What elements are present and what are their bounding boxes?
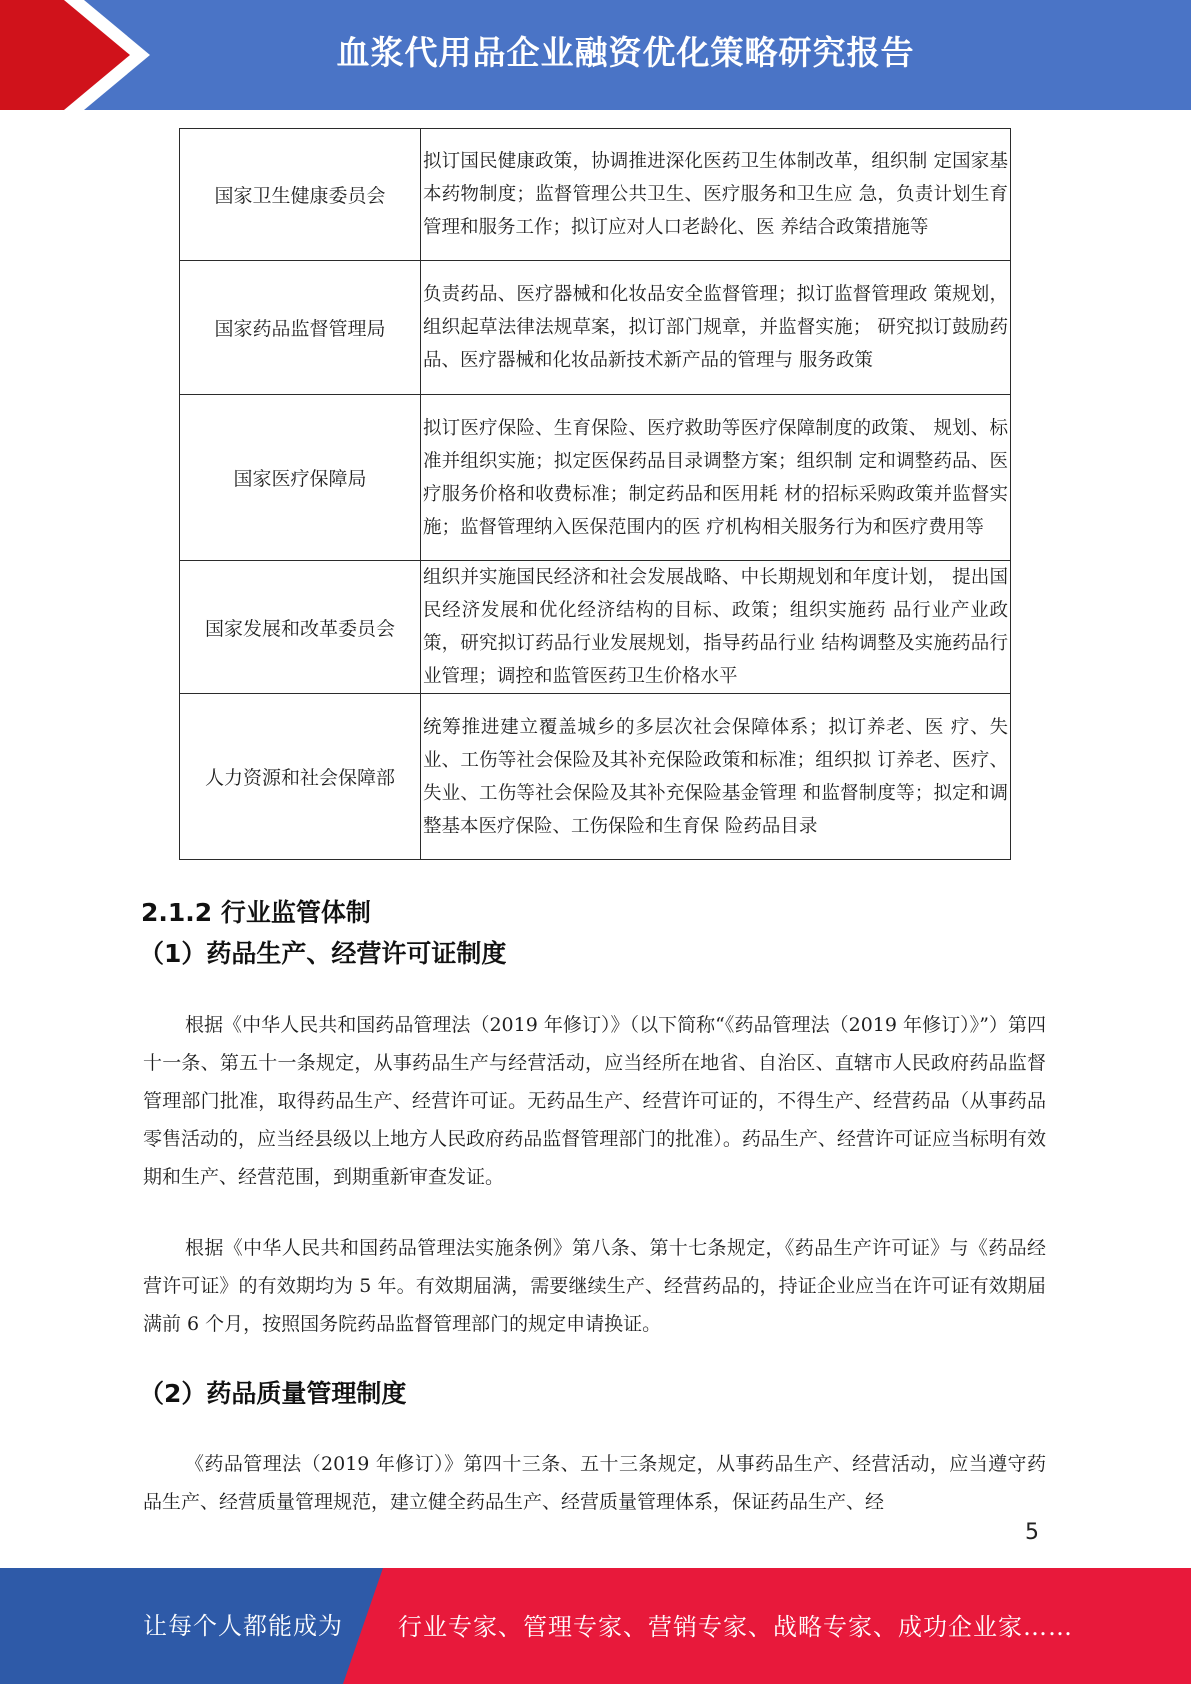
agency-name: 国家卫生健康委员会 [180,129,421,261]
body-paragraph: 《药品管理法（2019 年修订）》第四十三条、五十三条规定，从事药品生产、经营活动，应当遵守药品生产、经营质量管理规范，建立健全药品生产、经营质量管理体系，保证药品生产、经 [143,1453,1046,1513]
report-title: 血浆代用品企业融资优化策略研究报告 [336,33,915,72]
subsection-heading: （2）药品质量管理制度 [139,1379,407,1408]
footer-slogan-left: 让每个人都能成为 [143,1612,343,1640]
body-paragraph: 根据《中华人民共和国药品管理法实施条例》第八条、第十七条规定，《药品生产许可证》与《药品经营许可证》的有效期均为 5 年。有效期届满，需要继续生产、经营药品的，持证企业应当在许可证有效期届满前 6 个月，按照国务院药品监督管理部门的规定申请换证。 [143,1237,1046,1335]
section-heading: 2.1.2 行业监管体制 [141,898,371,927]
page-header [0,0,1191,110]
footer-slogan-right: 行业专家、管理专家、营销专家、战略专家、成功企业家…… [398,1613,1073,1641]
subsection-heading: （1）药品生产、经营许可证制度 [139,939,507,968]
agency-duty: 拟订国民健康政策，协调推进深化医药卫生体制改革，组织制 定国家基本药物制度；监督管理公共卫生、医疗服务和卫生应 急，负责计划生育管理和服务工作；拟订应对人口老龄化、医 养结合政策措施等 [421,129,1011,261]
agency-duty: 组织并实施国民经济和社会发展战略、中长期规划和年度计划， 提出国民经济发展和优化经济结构的目标、政策；组织实施药 品行业产业政策，研究拟订药品行业发展规划，指导药品行业 结构调整及实施药品行业管理；调控和监管医药卫生价格水平 [421,561,1011,694]
body-paragraph: 根据《中华人民共和国药品管理法（2019 年修订）》（以下简称“《药品管理法（2019 年修订）》”）第四十一条、第五十一条规定，从事药品生产与经营活动，应当经所在地省、自治区、直辖市人民政府药品监督管理部门批准，取得药品生产、经营许可证。无药品生产、经营许可证的，不得生产、经营药品（从事药品零售活动的，应当经县级以上地方人民政府药品监督管理部门的批准）。药品生产、经营许可证应当标明有效期和生产、经营范围，到期重新审查发证。 [143,1014,1046,1188]
table-row [180,694,1011,860]
agency-duty: 负责药品、医疗器械和化妆品安全监督管理；拟订监督管理政 策规划，组织起草法律法规草案，拟订部门规章，并监督实施； 研究拟订鼓励药品、医疗器械和化妆品新技术新产品的管理与 服务政策 [421,261,1011,395]
agency-name: 国家发展和改革委员会 [180,561,421,694]
agency-name: 国家药品监督管理局 [180,261,421,395]
agency-duty: 拟订医疗保险、生育保险、医疗救助等医疗保障制度的政策、 规划、标准并组织实施；拟定医保药品目录调整方案；组织制 定和调整药品、医疗服务价格和收费标准；制定药品和医用耗 材的招标采购政策并监督实施；监督管理纳入医保范围内的医 疗机构相关服务行为和医疗费用等 [421,395,1011,561]
table-row [180,395,1011,561]
table-row [180,129,1011,261]
table-row [180,261,1011,395]
agency-name: 国家医疗保障局 [180,395,421,561]
regulatory-agencies-table [179,128,1011,860]
agency-duty: 统筹推进建立覆盖城乡的多层次社会保障体系；拟订养老、医 疗、失业、工伤等社会保险及其补充保险政策和标准；组织拟 订养老、医疗、失业、工伤等社会保险及其补充保险基金管理 和监督制度等；拟定和调整基本医疗保险、工伤保险和生育保 险药品目录 [421,694,1011,860]
page-number: 5 [1025,1520,1039,1545]
page-footer [0,1568,1191,1684]
agency-name: 人力资源和社会保障部 [180,694,421,860]
table-row [180,561,1011,694]
